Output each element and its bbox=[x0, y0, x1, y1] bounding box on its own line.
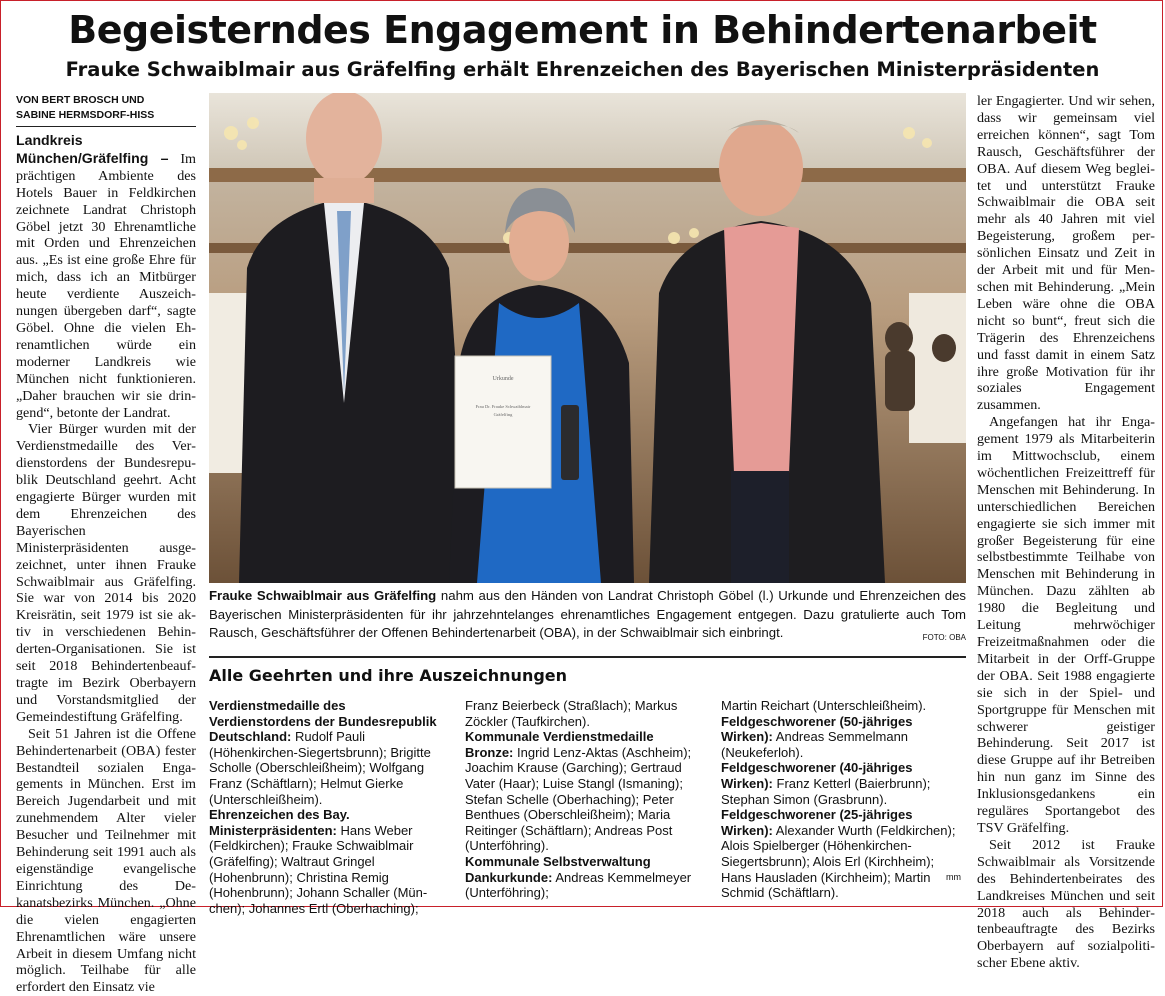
award-heading: Verdienstmedaille des Verdienstordens der Bundesrepublik Deutschland: bbox=[209, 698, 437, 745]
article-paragraph: ler Engagierter. Und wir sehen, dass wir gemeinsam viel erreichen können“, sagt Tom Rausch, Geschäftsführer der OBA. Auf diesem Weg begleitet und unterstützt Frauke Schwaiblmair die OBA seit mehr als 40 Jahren mit viel Begeisterung, großem persönlichen Einsatz und Zeit in der Arbeit mit und für Menschen mit Behinderung. „Mein Leben wäre ohne die OBA nicht so bunt“, freut sich die Trägerin des Ehrenzeichens und fasst damit in einem Satz ihre große Motivation für ihr soziales Engagement zusammen. bbox=[977, 93, 1155, 414]
award-heading: Feldgeschworener (50-jähriges Wirken): bbox=[721, 713, 913, 745]
certificate-line: Frau Dr. Frauke Schwaiblmair bbox=[475, 404, 531, 409]
award-heading: Feldgeschworener (25-jähriges Wirken): bbox=[721, 807, 913, 838]
awards-entry bbox=[465, 854, 705, 901]
awards-entry bbox=[465, 698, 705, 729]
award-recipients: Hans Weber (Feldkirchen); Frauke Schwaiblmair (Gräfelfing); Waltraut Gringel (Hohenbrunn); Christina Remig (Hohenbrunn); Johann Schaller (München); Johannes Ertl (Oberhaching); bbox=[209, 822, 428, 916]
awards-column bbox=[465, 698, 705, 901]
award-recipients: Martin Reichart (Unterschleißheim). bbox=[721, 698, 927, 713]
article-paragraph: Seit 51 Jahren ist die Offene Behindertenarbeit (OBA) fester Bestandteil sozialen Engagements in München. Erst im Bereich Jugendarbeit und mit zunehmendem Alter vieler Besucher und Teilnehmer mit Behinderung seit 1991 auch als eigenständige evangelische Einrichtung des Dekanatsbezirks München. „Ohne die vielen engagierten Ehrenamtlichen wäre unsere Arbeit in diesem Umfang nicht möglich. Teilhabe für alle erfordert den Einsatz vie bbox=[16, 725, 196, 996]
award-recipients: Alexander Wurth (Feldkirchen); Alois Spielberger (Höhenkirchen-Siegertsbrunn); Alois Erl (Kirchheim); Hans Hausladen (Kirchheim); Martin Schmid (Schäftlarn). bbox=[721, 822, 956, 901]
awards-column bbox=[721, 698, 957, 901]
certificate-line: Gräfelfing bbox=[493, 412, 513, 417]
award-heading: Ehrenzeichen des Bay. Ministerpräsidenten: bbox=[209, 807, 350, 838]
award-recipients: Franz Beierbeck (Straßlach); Markus Zöckler (Taufkirchen). bbox=[465, 698, 678, 729]
photo-credit: FOTO: OBA bbox=[922, 633, 966, 642]
award-heading: Kommunale Selbstverwaltung Dankurkunde: bbox=[465, 853, 651, 885]
article-paragraph: Vier Bürger wurden mit der Verdienstmedaille des Verdienstordens der Bundesrepublik Deutschland geehrt. Acht engagierte Bürger wurden mit dem Ehrenzeichen des Bayerischen Ministerpräsidenten ausgezeichnet, unter ihnen Frauke Schwaiblmair aus Gräfelfing. Sie war von 2014 bis 2020 Kreisrätin, seit 1979 ist sie aktiv in verschiedenen Behinderten-Organisationen. Sie ist seit 2018 Behindertenbeauftragte im Bezirk Oberbayern und Vorstandsmitglied der Gemeindestiftung Gräfelfing. bbox=[16, 421, 196, 725]
award-recipients: Andreas Semmelmann (Neukeferloh). bbox=[721, 729, 909, 760]
awards-column bbox=[209, 698, 449, 916]
awards-entry bbox=[209, 807, 449, 916]
article-column-right bbox=[977, 93, 1155, 972]
awards-entry bbox=[721, 807, 957, 901]
author-signature: mm bbox=[946, 872, 961, 882]
awards-entry bbox=[465, 729, 705, 854]
awards-entry bbox=[209, 698, 449, 807]
awards-entry bbox=[721, 760, 957, 807]
article-column-left bbox=[16, 93, 196, 996]
article-paragraph: Angefangen hat ihr Engagement 1979 als Mitarbeiterin im Mittwochsclub, einem wöchentlichen Freizeittreff für Menschen mit Behinderung. In unterschiedlichen Bereichen engagierte sie sich immer mit großer Begeisterung für eine selbstbestimmte Teilhabe von Menschen mit Behinderung in München. Dazu zählten ab 1980 die Begleitung und Leitung mehrwöchiger Freizeitmaßnahmen oder die Mitarbeit in der Orff-Gruppe der OBA. Seit 1988 engagierte sie sich in der Spiel- und Sportgruppe für Menschen mit schwerer geistiger Behinderung. Seit 2017 ist diese Gruppe auf ihr Betreiben hin nun ganz im Sinne des Inklusionsgedankens ein reguläres Sportangebot des TSV Gräfelfing. bbox=[977, 414, 1155, 836]
certificate bbox=[455, 356, 551, 488]
caption-lead: Frauke Schwaiblmair aus Gräfelfing bbox=[209, 588, 437, 603]
caption-text: nahm aus den Händen von Landrat Christoph Göbel (l.) Urkunde und Ehrenzeichen des Bayerischen Ministerpräsidenten für ihr jahrzehntelanges ehrenamtliches Engagement entgegen. Dazu gratulierte auch Tom Rausch, Geschäftsführer der Offenen Behindertenarbeit (OBA), in der Schwaiblmair sich einbringt. bbox=[209, 588, 966, 640]
awards-entry bbox=[721, 698, 957, 714]
medal-case bbox=[561, 405, 579, 480]
award-recipients: Franz Ketterl (Baierbrunn); Stephan Simon (Grasbrunn). bbox=[721, 775, 931, 807]
awards-entry bbox=[721, 714, 957, 761]
byline-line: VON BERT BROSCH UND bbox=[16, 94, 145, 106]
byline-line: SABINE HERMSDORF-HISS bbox=[16, 108, 155, 121]
award-recipients: Andreas Kemmelmeyer (Unterföhring); bbox=[465, 869, 692, 901]
photo-caption bbox=[209, 587, 966, 648]
award-recipients: Ingrid Lenz-Aktas (Aschheim); Joachim Krause (Garching); Gertraud Vater (Haar); Luise Stangl (Ismaning); Stefan Schelle (Oberhaching); Peter Benthues (Oberschleißheim); Maria Reitinger (Schäftlarn); Andreas Post (Unterföhring). bbox=[465, 744, 692, 854]
paragraph-text: Im prächtigen Ambiente des Hotels Bauer in Feldkirchen zeichnete Landrat Christoph Göbel jetzt 30 Ehrenamtliche mit Orden und Ehrenzeichen aus. „Es ist eine große Ehre für mich, dass ich an Mitbürger heute verdiente Auszeichnungen übergeben darf“, sagte Göbel. Ohne die vielen Ehrenamtlichen würde ein moderner Landkreis wie München nicht funktionieren. „Daher brauchen wir sie dringend“, betonte der Landrat. bbox=[16, 150, 196, 421]
award-heading: Kommunale Verdienstmedaille Bronze: bbox=[465, 729, 654, 760]
article-paragraph: Seit 2012 ist Frauke Schwaiblmair als Vorsitzende des Behindertenbeirates des Landkreises München und seit 2018 auch als Behindertenbeauftragte des Bezirks Oberbayern auf sozialpolitischer Ebene aktiv. bbox=[977, 836, 1155, 972]
awards-box-title: Alle Geehrten und ihre Auszeichnungen bbox=[209, 666, 568, 685]
certificate-line: Urkunde bbox=[492, 376, 514, 382]
headline: Begeisterndes Engagement in Behindertenarbeit bbox=[68, 8, 1097, 52]
award-recipients: Rudolf Pauli (Höhenkirchen-Siegertsbrunn); Brigitte Scholle (Oberschleißheim); Wolfgang Franz (Schäftlarn); Helmut Gierke (Unterschleißheim). bbox=[209, 729, 431, 807]
article-photo bbox=[209, 93, 966, 583]
photo-illustration bbox=[209, 93, 966, 583]
box-rule bbox=[209, 656, 966, 658]
article-paragraph bbox=[16, 132, 196, 421]
dateline: Landkreis München/Gräfelfing – bbox=[16, 132, 169, 166]
subheadline: Frauke Schwaiblmair aus Gräfelfing erhält Ehrenzeichen des Bayerischen Ministerpräsidenten bbox=[65, 58, 1100, 81]
award-heading: Feldgeschworener (40-jähriges Wirken): bbox=[721, 760, 913, 791]
byline bbox=[16, 93, 196, 127]
